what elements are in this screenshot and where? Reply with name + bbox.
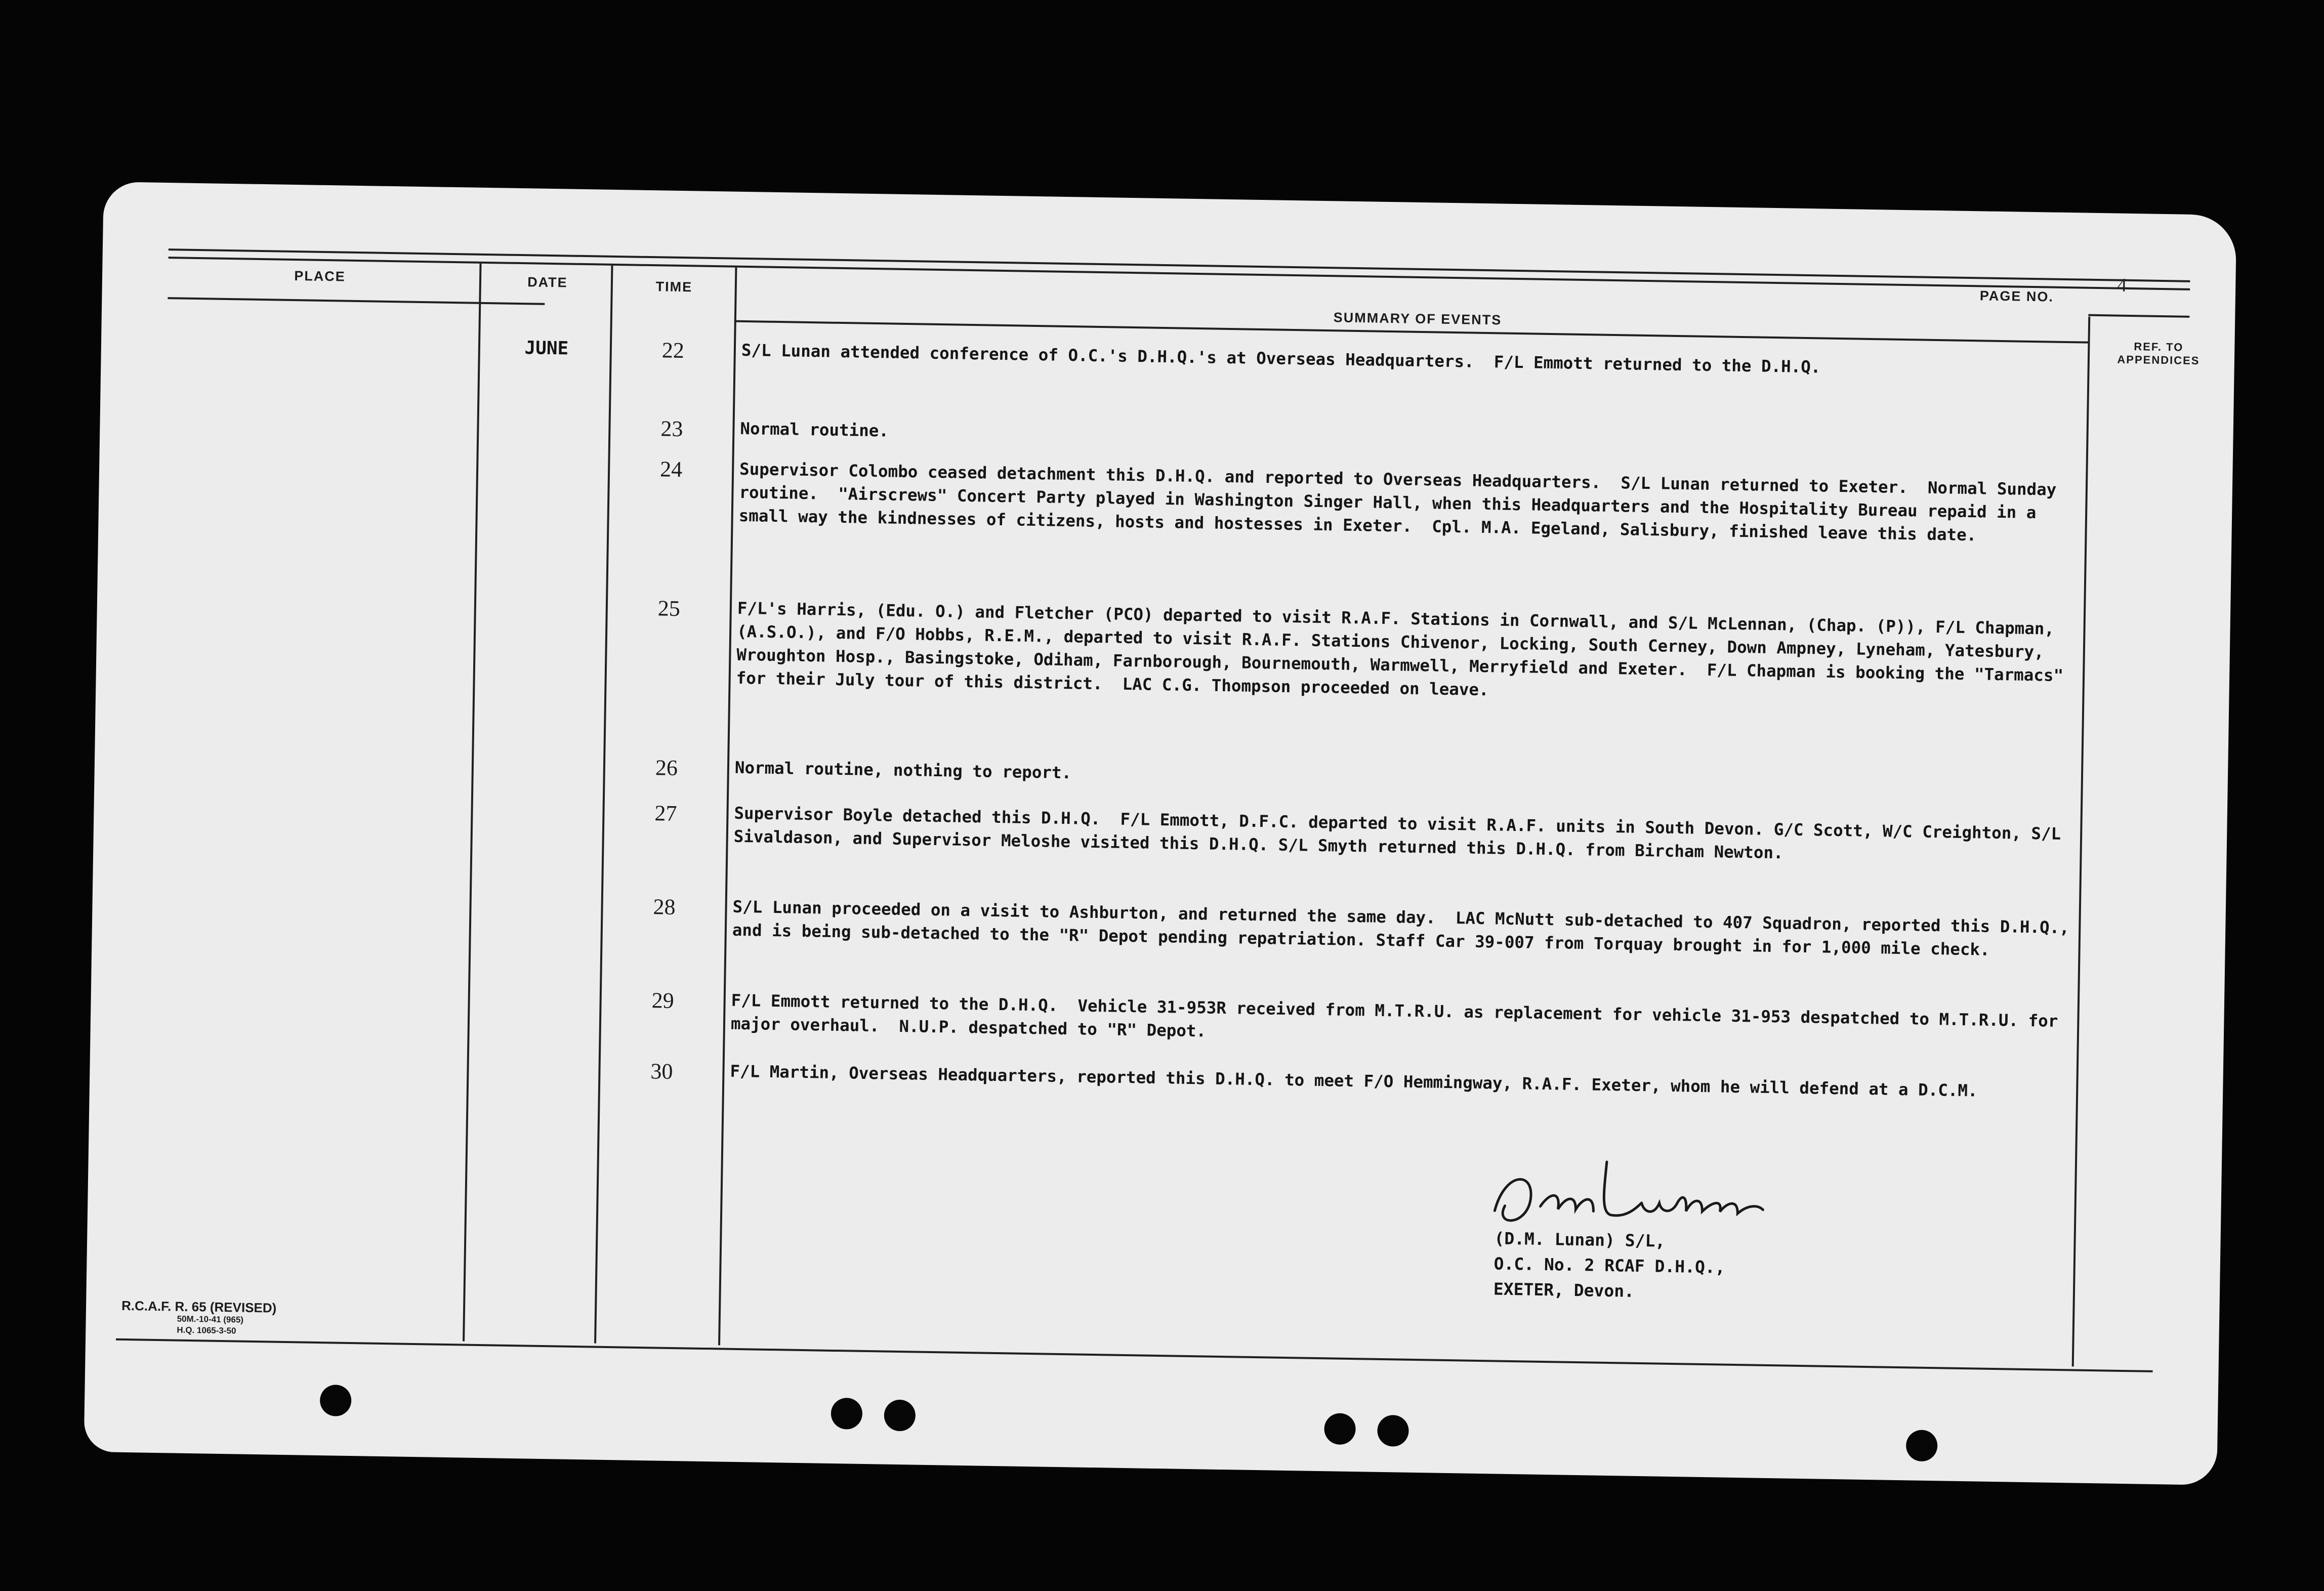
punch-hole xyxy=(320,1385,352,1416)
signature-title: O.C. No. 2 RCAF D.H.Q., xyxy=(1493,1253,1725,1277)
day-26: 26 xyxy=(655,755,678,781)
form-number: R.C.A.F. R. 65 (REVISED) xyxy=(121,1297,277,1316)
entry-text: Supervisor Colombo ceased detachment this D.H.Q. and reported to Overseas Headquarters. S/L Lunan returned to Exeter. Normal Sunday routine. "Airscrews" Concert Party played in Washington Singer Hall, when this Headquarters and the Hospitality Bureau repaid in a small way the kindnesses of citizens, hosts and hostesses in Exeter. Cpl. M.A. Egeland, Salisbury, finished leave this date. xyxy=(738,459,2067,545)
entry-text: F/L Emmott returned to the D.H.Q. Vehicle 31-953R received from M.T.R.U. as replacement for vehicle 31-953 despatched to M.T.R.U. for major overhaul. N.U.P. despatched to "R" Depot. xyxy=(730,990,2068,1041)
day-24: 24 xyxy=(659,456,683,482)
print-code-1: 50M.-10-41 (965) xyxy=(177,1314,244,1325)
month-label: JUNE xyxy=(524,338,569,359)
place-date-divider xyxy=(463,264,481,1342)
entry-text: S/L Lunan attended conference of O.C.'s D.H.Q.'s at Overseas Headquarters. F/L Emmott returned to the D.H.Q. xyxy=(741,340,1821,377)
time-header: TIME xyxy=(655,279,693,295)
ref-header-1: REF. TO xyxy=(2134,340,2184,354)
header-rule-left xyxy=(168,297,545,305)
summary-header: SUMMARY OF EVENTS xyxy=(1333,310,1502,328)
entry-text: Normal routine. xyxy=(740,418,889,441)
bottom-rule xyxy=(116,1338,2153,1372)
diary-form-card xyxy=(84,182,2237,1485)
punch-hole xyxy=(1377,1415,1409,1447)
punch-hole xyxy=(831,1398,862,1430)
entry-text: Supervisor Boyle detached this D.H.Q. F/L Emmott, D.F.C. departed to visit R.A.F. units in South Devon. G/C Scott, W/C Creighton, S/L Sivaldason, and Supervisor Meloshe visited this D.H.Q. S/L Smyth returned this D.H.Q. from Bircham Newton. xyxy=(733,803,2071,863)
day-29: 29 xyxy=(651,988,675,1013)
day-28: 28 xyxy=(653,894,676,919)
day-25: 25 xyxy=(657,596,681,621)
day-30: 30 xyxy=(650,1059,673,1084)
day-22: 22 xyxy=(661,338,685,363)
page-no-label: PAGE NO. xyxy=(1979,288,2054,305)
punch-hole xyxy=(1324,1413,1356,1445)
entry-text: F/L Martin, Overseas Headquarters, reported this D.H.Q. to meet F/O Hemmingway, R.A.F. Exeter, whom he will defend at a D.C.M. xyxy=(730,1061,1978,1101)
signature-location: EXETER, Devon. xyxy=(1493,1279,1635,1301)
page-no-value: 4 xyxy=(2116,274,2127,296)
ref-header-2: APPENDICES xyxy=(2117,353,2200,367)
day-23: 23 xyxy=(660,416,683,442)
signature-name: (D.M. Lunan) S/L, xyxy=(1494,1228,1666,1251)
entry-text: F/L's Harris, (Edu. O.) and Fletcher (PCO) departed to visit R.A.F. Stations in Cornwall, and S/L McLennan, (Chap. (P)), F/L Chapman, (A.S.O.), and F/O Hobbs, R.E.M., departed to visit R.A.F. Stations Chivenor, Locking, South Cerney, Down Ampney, Lyneham, Yatesbury, Wroughton Hosp., Basingstoke, Odiham, Farnborough, Bournemouth, Warmwell, Merryfield and Exeter. F/L Chapman is booking the "Tarmacs" for their July tour of this district. LAC C.G. Thompson proceeded on leave. xyxy=(736,598,2073,700)
punch-hole xyxy=(1906,1430,1938,1461)
punch-hole xyxy=(884,1400,916,1432)
signature-block xyxy=(1493,1226,1726,1305)
entry-text: Normal routine, nothing to report. xyxy=(734,758,1072,783)
date-header: DATE xyxy=(527,274,568,290)
entry-text: S/L Lunan proceeded on a visit to Ashburton, and returned the same day. LAC McNutt sub-detached to 407 Squadron, reported this D.H.Q., and is being sub-detached to the "R" Depot pending repatriation. Staff Car 39-007 from Torquay brought in for 1,000 mile check. xyxy=(732,897,2080,959)
print-code-2: H.Q. 1065-3-50 xyxy=(177,1325,236,1336)
form-code xyxy=(121,1299,276,1337)
top-rule xyxy=(169,248,2190,282)
header-rule-right xyxy=(2088,314,2189,318)
place-header: PLACE xyxy=(294,268,346,284)
day-27: 27 xyxy=(654,801,677,826)
top-rule-2 xyxy=(169,257,2190,290)
